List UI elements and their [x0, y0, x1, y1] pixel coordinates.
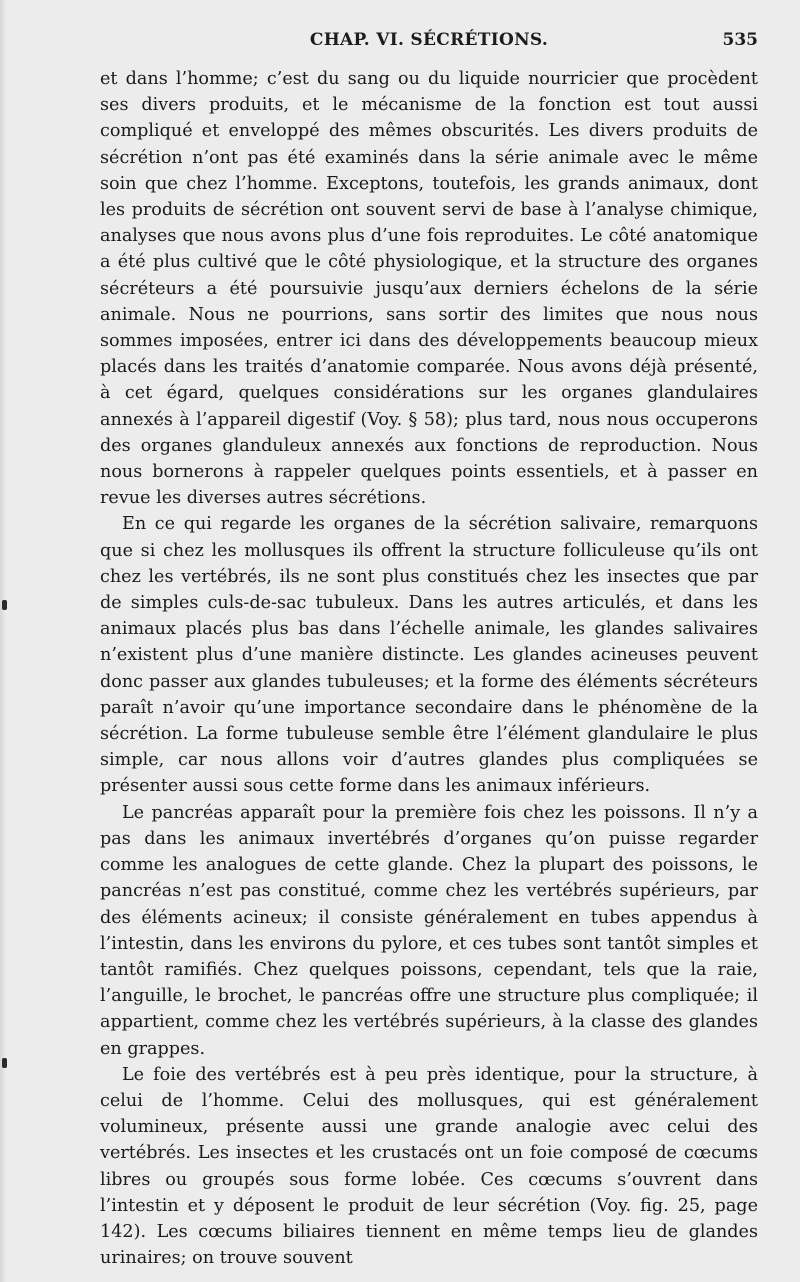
paragraph: et dans l’homme; c’est du sang ou du liquide nourricier que procèdent ses divers produits, et le mécanisme de la fonction est tout aussi compliqué et enveloppé des mêmes obscurités. Les divers produits de sécrétion n’ont pas été examinés dans la série animale avec le même soin que chez l’homme. Exceptons, toutefois, les grands animaux, dont les produits de sécrétion ont souvent servi de base à l’analyse chimique, analyses que nous avons plus d’une fois reproduites. Le côté anatomique a été plus cultivé que le côté physiologique, et la structure des organes sécréteurs a été poursuivie jusqu’aux derniers échelons de la série animale. Nous ne pourrions, sans sortir des limites que nous nous sommes imposées, entrer ici dans des développements beaucoup mieux placés dans les traités d’anatomie comparée. Nous avons déjà présenté, à cet égard, quelques considérations sur les organes glandulaires annexés à l’appareil digestif (Voy. § 58); plus tard, nous nous occuperons des organes glanduleux annexés aux fonctions de reproduction. Nous nous bornerons à rappeler quelques points essentiels, et à passer en revue les diverses autres sécrétions.: [100, 69, 758, 509]
paragraph: En ce qui regarde les organes de la sécrétion salivaire, remarquons que si chez les mollusques ils offrent la structure folliculeuse qu’ils ont chez les vertébrés, ils ne sont plus constitués chez les insectes que par de simples culs-de-sac tubuleux. Dans les autres articulés, et dans les animaux placés plus bas dans l’échelle animale, les glandes salivaires n’existent plus d’une manière distincte. Les glandes acineuses peuvent donc passer aux glandes tubuleuses; et la forme des éléments sécréteurs paraît n’avoir qu’une importance secondaire dans le phénomène de la sécrétion. La forme tubuleuse semble être l’élément glandulaire le plus simple, car nous allons voir d’autres glandes plus compliquées se présenter aussi sous cette forme dans les animaux inférieurs.: [100, 514, 758, 797]
binding-mark: [2, 600, 7, 610]
binding-mark: [2, 1058, 7, 1068]
paragraph: Le pancréas apparaît pour la première fois chez les poissons. Il n’y a pas dans les animaux invertébrés d’organes qu’on puisse regarder comme les analogues de cette glande. Chez la plupart des poissons, le pancréas n’est pas constitué, comme chez les vertébrés supérieurs, par des éléments acineux; il consiste généralement en tubes appendus à l’intestin, dans les environs du pylore, et ces tubes sont tantôt simples et tantôt ramifiés. Chez quelques poissons, cependant, tels que la raie, l’anguille, le brochet, le pancréas offre une structure plus compliquée; il appartient, comme chez les vertébrés supérieurs, à la classe des glandes en grappes.: [100, 802, 758, 1059]
page-gutter-shadow: [0, 0, 6, 1282]
page-number: 535: [722, 30, 758, 50]
body-text: [100, 66, 758, 1271]
running-title: CHAP. VI. SÉCRÉTIONS.: [309, 30, 549, 50]
paragraph: Le foie des vertébrés est à peu près identique, pour la structure, à celui de l’homme. Celui des mollusques, qui est généralement volumineux, présente aussi une grande analogie avec celui des vertébrés. Les insectes et les crustacés ont un foie composé de cœcums libres ou groupés sous forme lobée. Ces cœcums s’ouvrent dans l’intestin et y déposent le produit de leur sécrétion (Voy. fig. 25, page 142). Les cœcums biliaires tiennent en même temps lieu de glandes urinaires; on trouve souvent: [100, 1064, 758, 1269]
page-header: [100, 30, 758, 60]
